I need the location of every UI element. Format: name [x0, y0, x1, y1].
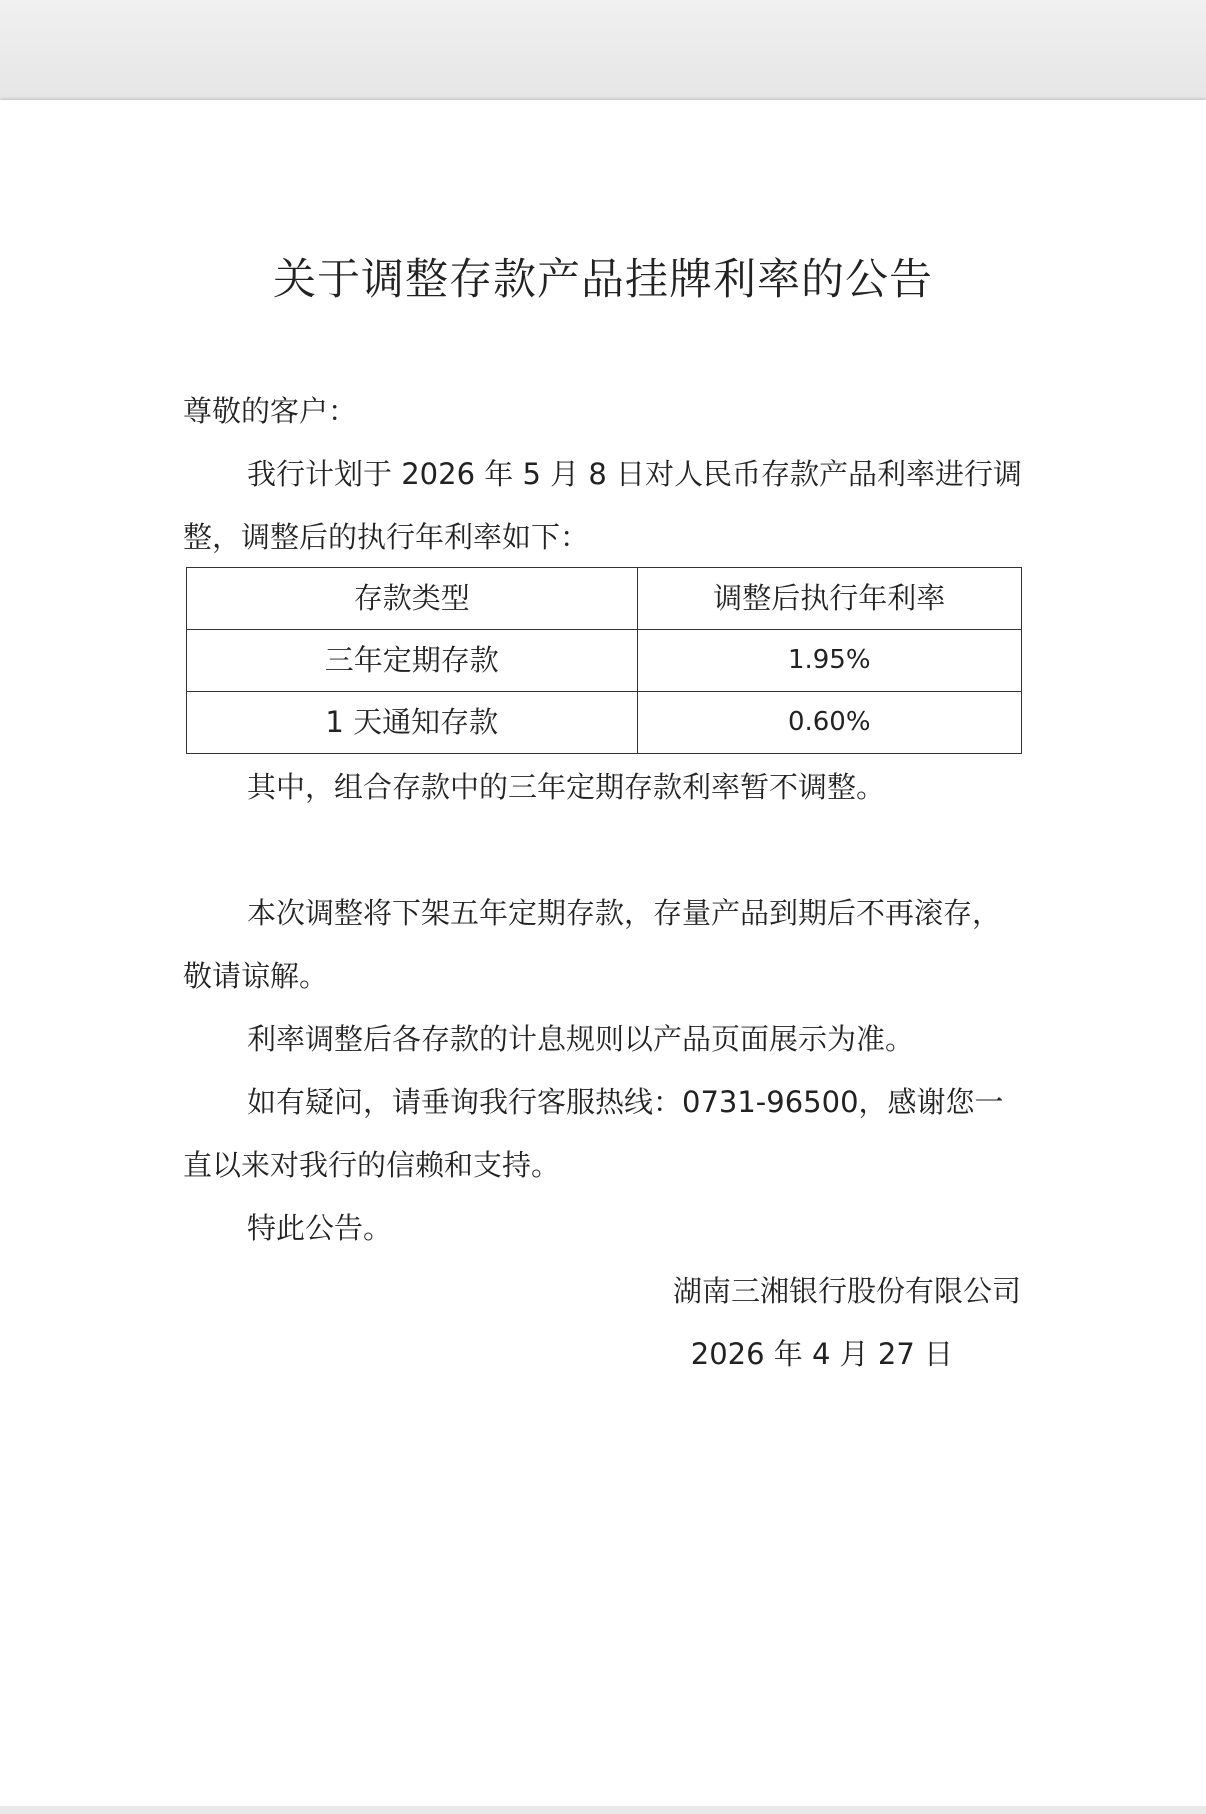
intro-paragraph: 我行计划于 2026 年 5 月 8 日对人民币存款产品利率进行调整，调整后的执行年利率如下： — [183, 457, 1023, 554]
table-cell-rate: 1.95% — [637, 630, 1021, 692]
delist-paragraph: 本次调整将下架五年定期存款，存量产品到期后不再滚存，敬请谅解。 — [183, 896, 1002, 993]
closing-paragraph: 特此公告。 — [247, 1211, 393, 1245]
interest-rule-paragraph: 利率调整后各存款的计息规则以产品页面展示为准。 — [247, 1022, 915, 1056]
table-row — [187, 692, 1022, 754]
table-cell-type: 三年定期存款 — [187, 630, 638, 692]
table-row — [187, 630, 1022, 692]
viewer-bottom-bar — [0, 1806, 1206, 1814]
salutation: 尊敬的客户： — [183, 394, 358, 428]
issue-date: 2026 年 4 月 27 日 — [690, 1337, 953, 1371]
notice-title: 关于调整存款产品挂牌利率的公告 — [273, 255, 933, 305]
table-header-row — [187, 568, 1022, 630]
blank-line — [183, 819, 1023, 882]
viewer-top-bar — [0, 0, 1206, 99]
hotline-paragraph: 如有疑问，请垂询我行客服热线：0731-96500，感谢您一直以来对我行的信赖和支持。 — [183, 1085, 1004, 1182]
issuer-name: 湖南三湘银行股份有限公司 — [672, 1274, 1021, 1308]
notice-body — [183, 380, 1023, 1386]
document-page — [0, 100, 1206, 1806]
table-cell-rate: 0.60% — [637, 692, 1021, 754]
table-header-cell: 调整后执行年利率 — [637, 568, 1021, 630]
table-header-cell: 存款类型 — [187, 568, 638, 630]
rate-table — [186, 567, 1022, 754]
combo-note-paragraph: 其中，组合存款中的三年定期存款利率暂不调整。 — [247, 770, 886, 804]
table-cell-type: 1 天通知存款 — [187, 692, 638, 754]
